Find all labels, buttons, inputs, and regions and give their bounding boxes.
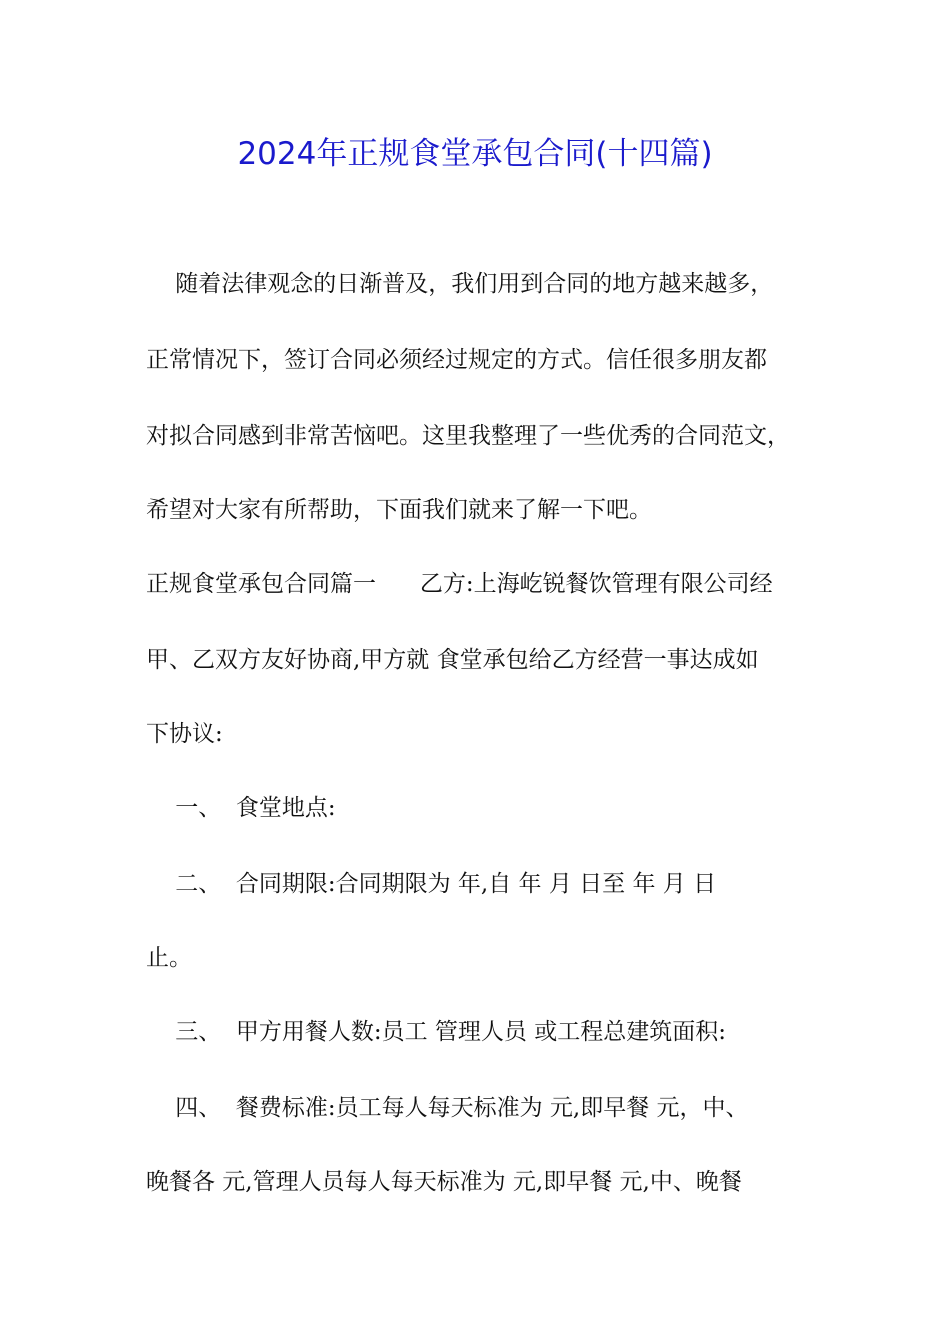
paragraph-line: 希望对大家有所帮助，下面我们就来了解一下吧。: [146, 497, 652, 523]
paragraph-line: 晚餐各 元,管理人员每人每天标准为 元,即早餐 元,中、晚餐: [146, 1169, 742, 1195]
paragraph-line: 随着法律观念的日渐普及，我们用到合同的地方越来越多，: [146, 271, 774, 297]
paragraph-line: 止。: [146, 945, 192, 971]
paragraph-line: 对拟合同感到非常苦恼吧。这里我整理了一些优秀的合同范文，: [146, 423, 790, 449]
paragraph-line: 二、 合同期限:合同期限为 年,自 年 月 日至 年 月 日: [146, 871, 717, 897]
paragraph-line: 下协议:: [146, 721, 223, 747]
paragraph-line: 三、 甲方用餐人数:员工 管理人员 或工程总建筑面积:: [146, 1019, 726, 1045]
paragraph-line: 甲、乙双方友好协商,甲方就 食堂承包给乙方经营一事达成如: [146, 647, 759, 673]
document-title: 2024年正规食堂承包合同(十四篇): [237, 136, 713, 172]
paragraph-line: 一、 食堂地点:: [146, 795, 336, 821]
paragraph-line: 正规食堂承包合同篇一 乙方:上海屹锐餐饮管理有限公司经: [146, 571, 773, 597]
paragraph-line: 四、 餐费标准:员工每人每天标准为 元,即早餐 元，中、: [146, 1095, 749, 1121]
paragraph-line: 正常情况下，签订合同必须经过规定的方式。信任很多朋友都: [146, 347, 767, 373]
